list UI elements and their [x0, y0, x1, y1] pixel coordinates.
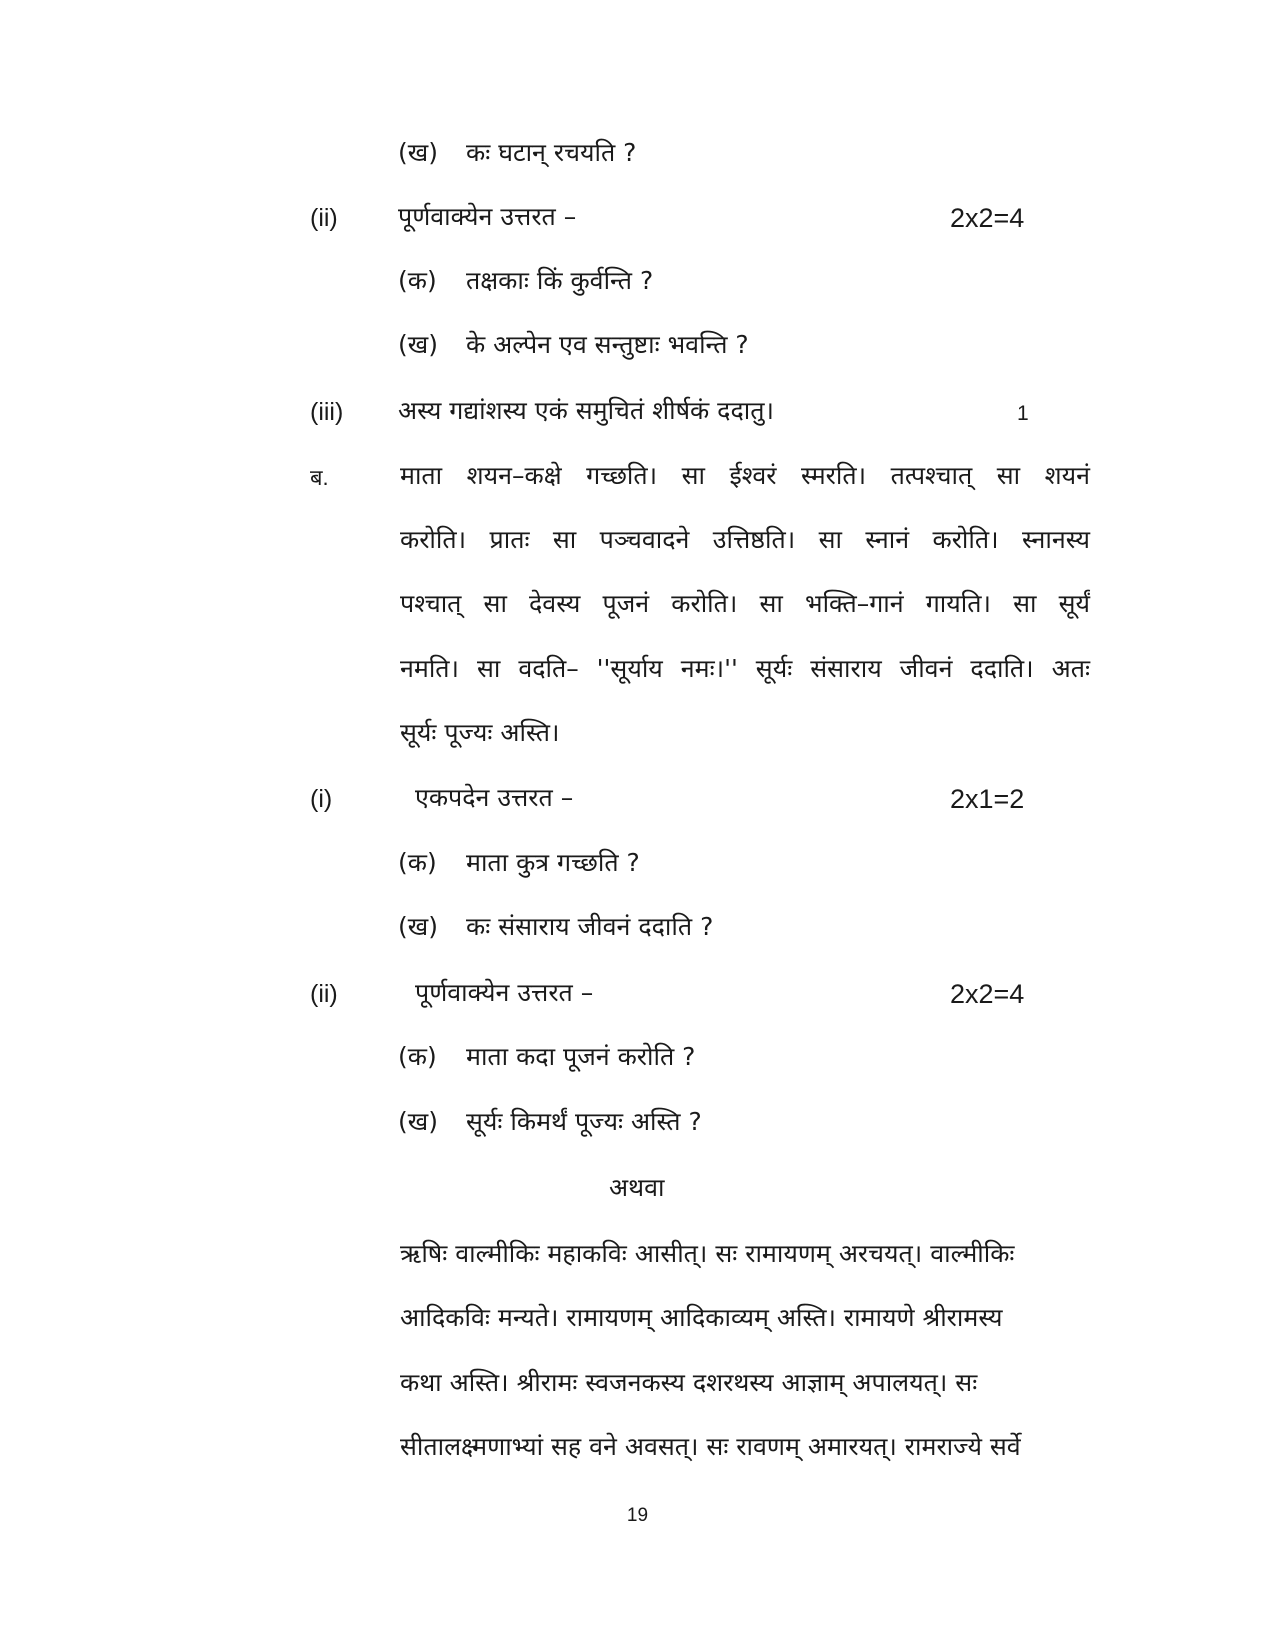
passage-line: माता शयन–कक्षे गच्छति। सा ईश्वरं स्मरति। तत्पश्चात् सा शयनं	[400, 461, 1090, 490]
marks: 2x2=4	[950, 979, 1025, 1009]
passage-line: सीतालक्ष्मणाभ्यां सह वने अवसत्। सः रावणम् अमारयत्। रामराज्ये सर्वे	[400, 1432, 1021, 1461]
option-label: (ख)	[398, 138, 438, 167]
option-label: (ख)	[398, 912, 438, 941]
option-label: (क)	[398, 266, 437, 295]
marks: 2x2=4	[950, 203, 1025, 233]
question-text: के अल्पेन एव सन्तुष्टाः भवन्ति ?	[466, 330, 749, 359]
athava-heading: अथवा	[609, 1173, 665, 1202]
question-text: कः घटान् रचयति ?	[466, 138, 637, 167]
question-instruction: पूर्णवाक्येन उत्तरत –	[398, 202, 577, 231]
question-text: माता कदा पूजनं करोति ?	[466, 1042, 696, 1071]
passage-line: पश्चात् सा देवस्य पूजनं करोति। सा भक्ति–गानं गायति। सा सूर्यं	[400, 589, 1090, 618]
question-text: माता कुत्र गच्छति ?	[466, 848, 640, 877]
question-text: तक्षकाः किं कुर्वन्ति ?	[466, 266, 654, 295]
passage-line: ऋषिः वाल्मीकिः महाकविः आसीत्। सः रामायणम् अरचयत्। वाल्मीकिः	[400, 1239, 1015, 1268]
passage-line: आदिकविः मन्यते। रामायणम् आदिकाव्यम् अस्ति। रामायणे श्रीरामस्य	[400, 1303, 1003, 1332]
question-text: सूर्यः किमर्थं पूज्यः अस्ति ?	[466, 1107, 702, 1136]
passage-line: करोति। प्रातः सा पञ्चवादने उत्तिष्ठति। सा स्नानं करोति। स्नानस्य	[400, 525, 1090, 554]
question-number: (i)	[310, 785, 333, 813]
option-label: (क)	[398, 848, 437, 877]
option-label: (ख)	[398, 330, 438, 359]
question-number: (ii)	[310, 980, 338, 1008]
option-label: (क)	[398, 1042, 437, 1071]
question-number: (ii)	[310, 204, 338, 232]
option-label: (ख)	[398, 1107, 438, 1136]
question-instruction: एकपदेन उत्तरत –	[415, 783, 574, 812]
marks: 2x1=2	[950, 784, 1025, 814]
marks: 1	[1017, 402, 1029, 425]
page-number: 19	[626, 1505, 649, 1526]
question-instruction: अस्य गद्यांशस्य एकं समुचितं शीर्षकं ददातु।	[398, 396, 774, 425]
passage-line: नमति। सा वदति– ''सूर्याय नमः।'' सूर्यः संसाराय जीवनं ददाति। अतः	[400, 654, 1090, 683]
section-label: ब.	[310, 465, 329, 490]
passage-line: कथा अस्ति। श्रीरामः स्वजनकस्य दशरथस्य आज्ञाम् अपालयत्। सः	[400, 1368, 978, 1397]
question-number: (iii)	[310, 398, 344, 426]
question-text: कः संसाराय जीवनं ददाति ?	[466, 912, 714, 941]
question-instruction: पूर्णवाक्येन उत्तरत –	[415, 978, 594, 1007]
passage-line: सूर्यः पूज्यः अस्ति।	[400, 718, 560, 747]
